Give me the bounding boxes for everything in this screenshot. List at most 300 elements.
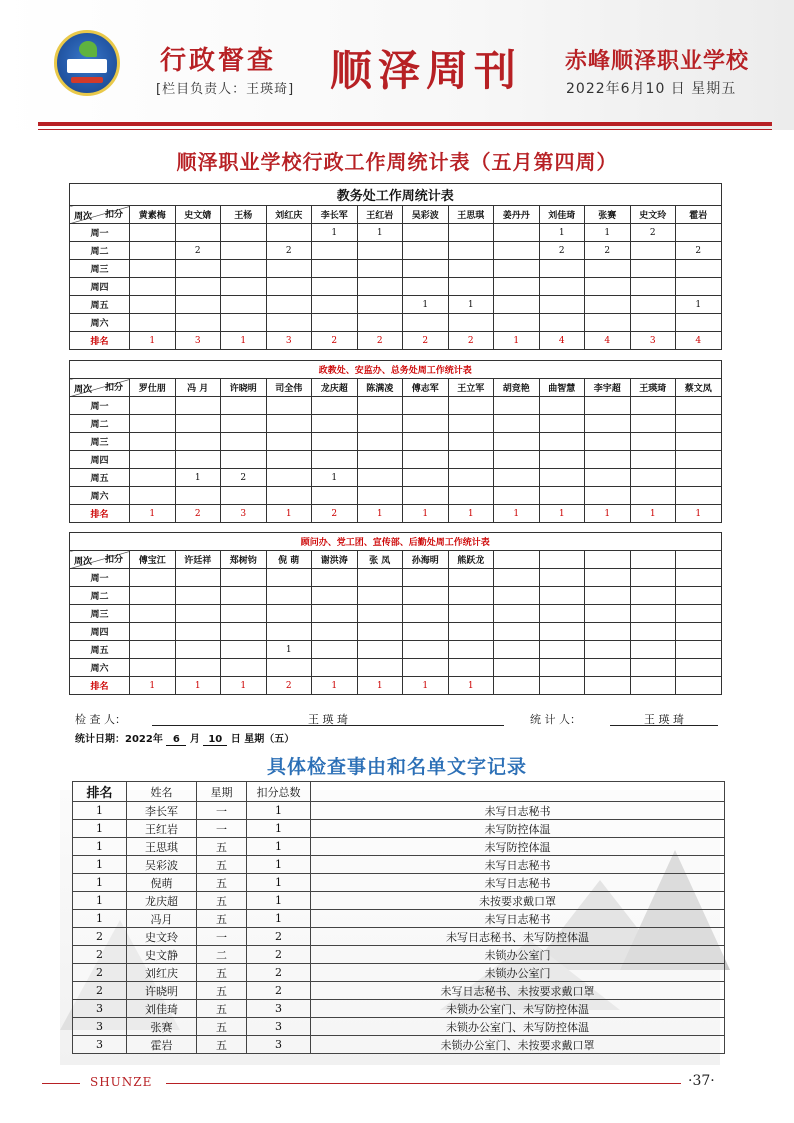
rank-cell: 1	[585, 505, 631, 523]
detail-cell: 1	[73, 838, 127, 856]
detail-cell: 张赛	[127, 1018, 197, 1036]
deduction-cell	[130, 623, 176, 641]
table-row	[70, 659, 722, 677]
detail-cell: 一	[197, 802, 247, 820]
deduction-cell	[630, 487, 676, 505]
page-title: 顺泽职业学校行政工作周统计表（五月第四周）	[176, 150, 618, 174]
deduction-cell	[585, 605, 631, 623]
deduction-cell	[630, 296, 676, 314]
detail-cell: 未锁办公室门、未写防控体温	[311, 1000, 725, 1018]
detail-cell: 许晓明	[127, 982, 197, 1000]
deduction-cell	[221, 296, 267, 314]
deduction-cell	[676, 587, 722, 605]
rank-cell: 1	[130, 332, 176, 350]
diag-top-label: 扣分	[104, 383, 123, 393]
detail-row	[73, 982, 725, 1000]
deduction-cell	[676, 641, 722, 659]
deduction-cell	[266, 278, 312, 296]
detail-cell: 未锁办公室门、未写防控体温	[311, 1018, 725, 1036]
staff-name: 许晓明	[221, 379, 267, 397]
rank-row	[70, 677, 722, 695]
deduction-cell	[539, 587, 585, 605]
deduction-cell	[221, 659, 267, 677]
deduction-cell: 2	[676, 242, 722, 260]
deduction-cell	[403, 314, 449, 332]
deduction-cell	[357, 397, 403, 415]
staff-name: 傅志军	[403, 379, 449, 397]
deduction-cell	[357, 587, 403, 605]
deduction-cell	[130, 314, 176, 332]
rank-cell: 1	[403, 505, 449, 523]
deduction-cell: 2	[539, 242, 585, 260]
diag-bottom-label: 周次	[74, 557, 93, 567]
deduction-cell	[448, 487, 494, 505]
publication-title: 顺泽周刊	[330, 46, 523, 95]
deduction-cell	[357, 487, 403, 505]
deduction-cell: 1	[312, 224, 358, 242]
detail-row	[73, 964, 725, 982]
deduction-cell	[357, 242, 403, 260]
deduction-cell	[630, 397, 676, 415]
detail-cell: 3	[73, 1036, 127, 1054]
table-header-row	[70, 206, 722, 224]
deduction-cell	[585, 487, 631, 505]
detail-cell: 刘佳琦	[127, 1000, 197, 1018]
deduction-cell	[539, 659, 585, 677]
staff-name: 曲智慧	[539, 379, 585, 397]
staff-name: 傅宝江	[130, 551, 176, 569]
deduction-cell	[630, 433, 676, 451]
weekday-label: 周四	[70, 451, 130, 469]
detail-row	[73, 1036, 725, 1054]
deduction-cell	[175, 641, 221, 659]
deduction-cell	[221, 587, 267, 605]
table-row	[70, 397, 722, 415]
deduction-cell	[448, 278, 494, 296]
table-title: 教务处工作周统计表	[70, 184, 722, 206]
deduction-cell: 2	[266, 242, 312, 260]
detail-cell: 未写日志秘书	[311, 910, 725, 928]
staff-name: 王瑛琦	[630, 379, 676, 397]
deduction-cell	[630, 278, 676, 296]
footer-rule-right	[166, 1083, 681, 1084]
weekday-label: 周三	[70, 433, 130, 451]
academic-affairs-table	[69, 183, 722, 350]
diag-bottom-label: 周次	[74, 385, 93, 395]
staff-name: 李长军	[312, 206, 358, 224]
deduction-cell	[494, 569, 540, 587]
deduction-cell	[585, 397, 631, 415]
deduction-cell	[494, 415, 540, 433]
detail-table	[72, 781, 725, 1054]
rank-row	[70, 505, 722, 523]
rank-cell: 2	[312, 505, 358, 523]
detail-cell: 1	[73, 910, 127, 928]
deduction-cell	[539, 605, 585, 623]
detail-cell: 李长军	[127, 802, 197, 820]
staff-name: 张 凤	[357, 551, 403, 569]
deduction-cell	[175, 587, 221, 605]
deduction-cell: 2	[585, 242, 631, 260]
detail-cell: 1	[73, 820, 127, 838]
deduction-cell	[312, 415, 358, 433]
deduction-cell	[130, 569, 176, 587]
staff-name: 吴彩波	[403, 206, 449, 224]
rank-cell: 1	[494, 505, 540, 523]
deduction-cell	[175, 605, 221, 623]
deduction-cell	[357, 296, 403, 314]
diagonal-header-cell	[70, 551, 130, 569]
deduction-cell	[494, 397, 540, 415]
rank-cell: 1	[403, 677, 449, 695]
stat-name: 王 瑛 琦	[610, 711, 718, 726]
deduction-cell	[312, 605, 358, 623]
rank-cell: 4	[539, 332, 585, 350]
deduction-cell	[130, 278, 176, 296]
staff-name: 蔡文凤	[676, 379, 722, 397]
deduction-cell	[676, 415, 722, 433]
weekday-label: 周一	[70, 569, 130, 587]
deduction-cell	[130, 587, 176, 605]
weekday-label: 周三	[70, 260, 130, 278]
deduction-cell	[630, 314, 676, 332]
staff-name: 刘红庆	[266, 206, 312, 224]
staff-name: 郑树钧	[221, 551, 267, 569]
detail-cell: 1	[247, 838, 311, 856]
deduction-cell	[312, 451, 358, 469]
table-row	[70, 224, 722, 242]
detail-row	[73, 1018, 725, 1036]
deduction-cell	[312, 659, 358, 677]
detail-cell: 2	[73, 928, 127, 946]
staff-name: 黄素梅	[130, 206, 176, 224]
deduction-cell	[448, 623, 494, 641]
deduction-cell	[403, 469, 449, 487]
staff-name: 王思琪	[448, 206, 494, 224]
detail-header-cell: 姓名	[127, 782, 197, 802]
detail-row	[73, 802, 725, 820]
deduction-cell	[266, 623, 312, 641]
detail-cell: 吴彩波	[127, 856, 197, 874]
weekday-label: 周二	[70, 415, 130, 433]
political-safety-general-table	[69, 360, 722, 523]
deduction-cell	[448, 415, 494, 433]
deduction-cell: 1	[676, 296, 722, 314]
deduction-cell	[130, 487, 176, 505]
detail-cell: 倪萌	[127, 874, 197, 892]
issue-date: 2022年6月10 日 星期五	[566, 81, 737, 97]
table-row	[70, 623, 722, 641]
deduction-cell	[357, 605, 403, 623]
deduction-cell	[585, 314, 631, 332]
rank-cell: 2	[448, 332, 494, 350]
deduction-cell	[539, 641, 585, 659]
deduction-cell	[266, 433, 312, 451]
deduction-cell	[539, 260, 585, 278]
rank-cell	[539, 677, 585, 695]
detail-cell: 1	[247, 910, 311, 928]
detail-row	[73, 910, 725, 928]
detail-cell: 五	[197, 982, 247, 1000]
staff-name	[539, 551, 585, 569]
deduction-cell	[676, 469, 722, 487]
deduction-cell	[312, 314, 358, 332]
deduction-cell	[221, 569, 267, 587]
table-title-row	[70, 533, 722, 551]
advisory-party-logistics-table	[69, 532, 722, 695]
detail-cell: 1	[247, 892, 311, 910]
detail-cell: 王思琪	[127, 838, 197, 856]
weekday-label: 周五	[70, 469, 130, 487]
detail-cell: 史文玲	[127, 928, 197, 946]
table-header-row	[70, 551, 722, 569]
deduction-cell	[403, 278, 449, 296]
detail-cell: 3	[247, 1000, 311, 1018]
detail-cell: 五	[197, 910, 247, 928]
deduction-cell	[221, 433, 267, 451]
rank-label: 排名	[70, 505, 130, 523]
weekday-label: 周六	[70, 487, 130, 505]
deduction-cell	[130, 469, 176, 487]
deduction-cell	[312, 397, 358, 415]
detail-cell: 2	[247, 964, 311, 982]
deduction-cell	[539, 623, 585, 641]
deduction-cell	[357, 569, 403, 587]
deduction-cell	[130, 397, 176, 415]
detail-cell: 2	[247, 928, 311, 946]
table-row	[70, 451, 722, 469]
deduction-cell	[221, 314, 267, 332]
table-row	[70, 487, 722, 505]
deduction-cell	[175, 487, 221, 505]
detail-cell: 未写日志秘书、未按要求戴口罩	[311, 982, 725, 1000]
staff-name: 史文婧	[175, 206, 221, 224]
table-row	[70, 587, 722, 605]
rank-cell: 2	[312, 332, 358, 350]
diag-top-label: 扣分	[104, 210, 123, 220]
staff-name: 李宇超	[585, 379, 631, 397]
deduction-cell	[221, 641, 267, 659]
deduction-cell	[448, 641, 494, 659]
staff-name: 霍岩	[676, 206, 722, 224]
deduction-cell	[630, 605, 676, 623]
detail-cell: 五	[197, 892, 247, 910]
deduction-cell	[357, 623, 403, 641]
deduction-cell	[312, 296, 358, 314]
deduction-cell	[539, 469, 585, 487]
deduction-cell: 1	[312, 469, 358, 487]
detail-cell: 未写防控体温	[311, 838, 725, 856]
deduction-cell	[221, 605, 267, 623]
staff-name: 司全伟	[266, 379, 312, 397]
deduction-cell	[312, 487, 358, 505]
deduction-cell	[630, 260, 676, 278]
rank-cell: 1	[357, 505, 403, 523]
detail-cell: 刘红庆	[127, 964, 197, 982]
rank-label: 排名	[70, 677, 130, 695]
staff-name: 许廷祥	[175, 551, 221, 569]
deduction-cell	[494, 641, 540, 659]
deduction-cell	[221, 415, 267, 433]
deduction-cell	[403, 451, 449, 469]
rank-cell: 1	[175, 677, 221, 695]
deduction-cell	[403, 605, 449, 623]
deduction-cell: 1	[175, 469, 221, 487]
deduction-cell: 2	[175, 242, 221, 260]
deduction-cell	[494, 296, 540, 314]
deduction-cell	[221, 278, 267, 296]
detail-cell: 王红岩	[127, 820, 197, 838]
deduction-cell: 1	[448, 296, 494, 314]
weekday-label: 周二	[70, 587, 130, 605]
weekday-label: 周五	[70, 296, 130, 314]
table-title: 顾问办、党工团、宣传部、后勤处周工作统计表	[70, 533, 722, 551]
table-row	[70, 569, 722, 587]
rank-cell: 1	[630, 505, 676, 523]
table-title-row	[70, 184, 722, 206]
staff-name: 史文玲	[630, 206, 676, 224]
deduction-cell	[676, 623, 722, 641]
detail-header-cell: 星期	[197, 782, 247, 802]
deduction-cell: 1	[403, 296, 449, 314]
deduction-cell	[357, 451, 403, 469]
detail-cell: 2	[247, 982, 311, 1000]
detail-cell: 1	[73, 892, 127, 910]
deduction-cell	[448, 224, 494, 242]
column-editor: [栏目负责人：王瑛琦]	[156, 82, 295, 97]
staff-name: 刘佳琦	[539, 206, 585, 224]
deduction-cell	[130, 296, 176, 314]
staff-name	[676, 551, 722, 569]
detail-cell: 未写防控体温	[311, 820, 725, 838]
checker-name: 王 瑛 琦	[152, 711, 504, 726]
deduction-cell	[539, 451, 585, 469]
detail-cell: 1	[73, 802, 127, 820]
detail-cell: 霍岩	[127, 1036, 197, 1054]
stat-date-weekday: 星期（五）	[244, 734, 295, 745]
deduction-cell	[676, 278, 722, 296]
staff-name: 陈满凌	[357, 379, 403, 397]
stat-date-day: 10	[203, 734, 227, 746]
deduction-cell	[175, 433, 221, 451]
staff-name: 熊跃龙	[448, 551, 494, 569]
deduction-cell	[357, 659, 403, 677]
checker-label: 检 查 人：	[75, 713, 126, 726]
deduction-cell	[676, 224, 722, 242]
deduction-cell	[266, 260, 312, 278]
logo-banner	[67, 59, 107, 73]
rank-cell: 1	[494, 332, 540, 350]
detail-cell: 3	[247, 1036, 311, 1054]
deduction-cell	[312, 260, 358, 278]
detail-row	[73, 874, 725, 892]
stat-date-month: 6	[166, 734, 186, 746]
detail-cell: 龙庆超	[127, 892, 197, 910]
detail-cell: 未写日志秘书、未写防控体温	[311, 928, 725, 946]
detail-cell: 五	[197, 964, 247, 982]
rank-cell: 1	[266, 505, 312, 523]
deduction-cell	[539, 433, 585, 451]
deduction-cell	[312, 433, 358, 451]
detail-cell: 冯月	[127, 910, 197, 928]
deduction-cell	[266, 605, 312, 623]
deduction-cell	[312, 569, 358, 587]
rank-cell: 1	[130, 677, 176, 695]
deduction-cell	[130, 451, 176, 469]
staff-name	[494, 551, 540, 569]
stat-date-day-unit: 日	[230, 734, 241, 745]
deduction-cell	[630, 242, 676, 260]
table-row	[70, 314, 722, 332]
detail-cell: 3	[247, 1018, 311, 1036]
deduction-cell	[585, 641, 631, 659]
deduction-cell	[448, 605, 494, 623]
deduction-cell	[221, 242, 267, 260]
deduction-cell	[403, 569, 449, 587]
detail-header-row	[73, 782, 725, 802]
deduction-cell: 2	[630, 224, 676, 242]
deduction-cell	[585, 451, 631, 469]
detail-cell: 史文静	[127, 946, 197, 964]
deduction-cell	[175, 224, 221, 242]
detail-row	[73, 820, 725, 838]
footer-rule-left	[42, 1083, 80, 1084]
staff-name: 王红岩	[357, 206, 403, 224]
deduction-cell	[448, 242, 494, 260]
school-name: 赤峰顺泽职业学校	[565, 49, 750, 74]
detail-cell: 1	[247, 874, 311, 892]
diag-top-label: 扣分	[104, 555, 123, 565]
deduction-cell	[130, 242, 176, 260]
deduction-cell	[676, 451, 722, 469]
rank-cell: 2	[403, 332, 449, 350]
deduction-cell	[539, 415, 585, 433]
detail-cell: 五	[197, 1036, 247, 1054]
deduction-cell	[630, 451, 676, 469]
detail-cell: 五	[197, 1000, 247, 1018]
rank-cell	[494, 677, 540, 695]
deduction-cell	[585, 469, 631, 487]
deduction-cell	[676, 260, 722, 278]
weekday-label: 周三	[70, 605, 130, 623]
rank-cell: 3	[175, 332, 221, 350]
detail-cell: 五	[197, 838, 247, 856]
deduction-cell	[357, 415, 403, 433]
table-row	[70, 415, 722, 433]
deduction-cell	[676, 397, 722, 415]
deduction-cell	[403, 587, 449, 605]
rank-cell: 3	[266, 332, 312, 350]
deduction-cell	[585, 659, 631, 677]
deduction-cell	[266, 487, 312, 505]
page-number: ·37·	[688, 1073, 715, 1089]
table-row	[70, 605, 722, 623]
deduction-cell	[585, 433, 631, 451]
detail-cell: 未锁办公室门	[311, 964, 725, 982]
detail-cell: 3	[73, 1000, 127, 1018]
detail-cell: 1	[247, 856, 311, 874]
deduction-cell	[357, 433, 403, 451]
deduction-cell	[585, 415, 631, 433]
rank-cell: 4	[585, 332, 631, 350]
detail-cell: 未锁办公室门、未按要求戴口罩	[311, 1036, 725, 1054]
weekday-label: 周五	[70, 641, 130, 659]
deduction-cell	[403, 415, 449, 433]
deduction-cell	[221, 451, 267, 469]
staff-name: 胡竞艳	[494, 379, 540, 397]
detail-cell: 未锁办公室门	[311, 946, 725, 964]
deduction-cell	[175, 415, 221, 433]
